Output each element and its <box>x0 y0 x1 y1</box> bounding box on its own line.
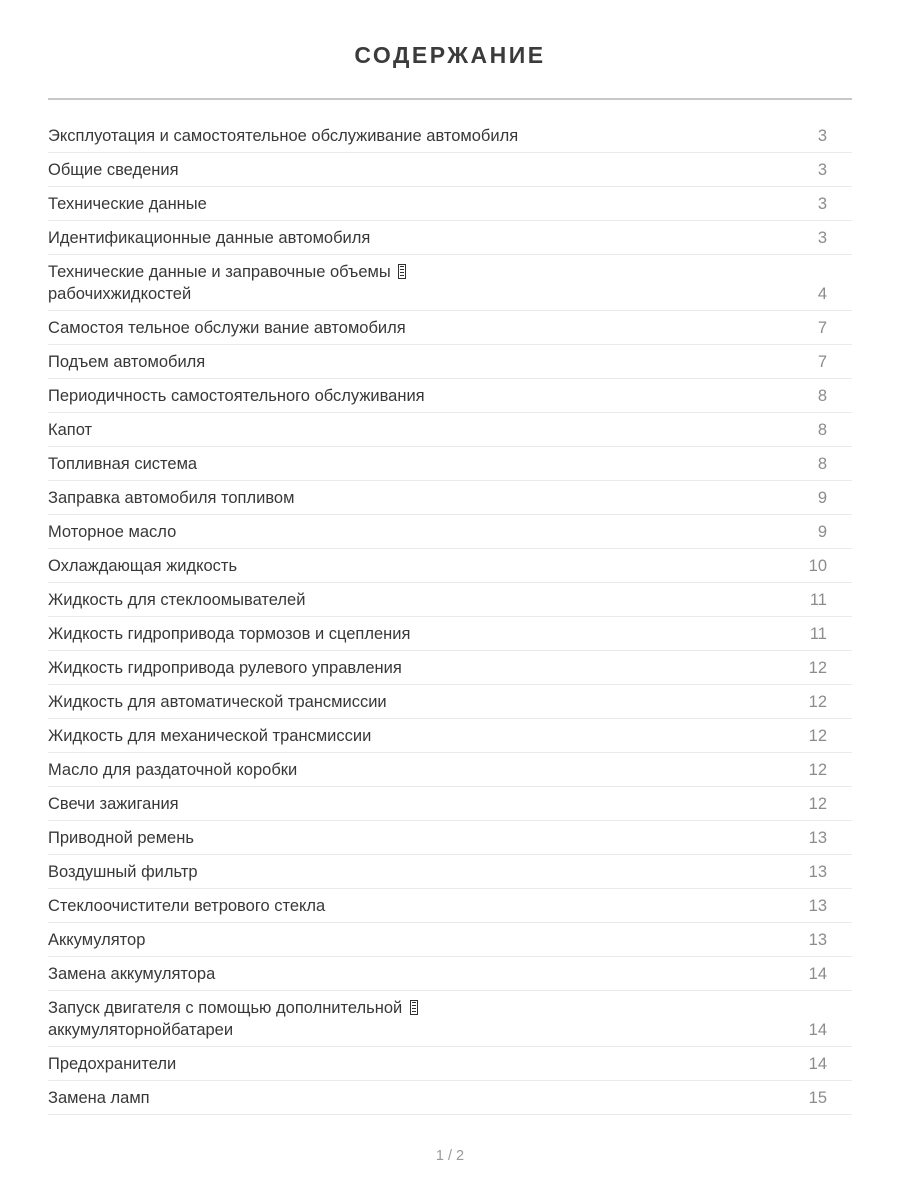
toc-item-page: 9 <box>817 489 827 507</box>
toc-item[interactable] <box>48 311 852 345</box>
toc-item[interactable] <box>48 855 852 889</box>
toc-item[interactable] <box>48 221 852 255</box>
toc-item-page: 13 <box>808 863 827 881</box>
toc-item[interactable] <box>48 119 852 153</box>
toc-item-label: Топливная система <box>48 455 198 473</box>
toc-item-label: Общие сведения <box>48 161 179 179</box>
toc-item-label: Охлаждающая жидкость <box>48 557 238 575</box>
toc-item[interactable] <box>48 515 852 549</box>
toc-item-page: 14 <box>808 1021 827 1039</box>
toc-item-page: 8 <box>817 387 827 405</box>
toc-item[interactable] <box>48 549 852 583</box>
missing-glyph-box <box>398 264 406 279</box>
toc-item[interactable] <box>48 583 852 617</box>
toc-item-page: 3 <box>817 229 827 247</box>
toc-item-label: Аккумулятор <box>48 931 146 949</box>
toc-item-page: 14 <box>808 1055 827 1073</box>
toc-item[interactable] <box>48 153 852 187</box>
toc-item-label: Технические данные и заправочные объемы рабочихжидкостей <box>48 261 426 305</box>
toc-item-label: Идентификационные данные автомобиля <box>48 229 371 247</box>
toc-item[interactable] <box>48 991 852 1047</box>
toc-item[interactable] <box>48 481 852 515</box>
toc-item-label: Стеклоочистители ветрового стекла <box>48 897 326 915</box>
toc-item[interactable] <box>48 447 852 481</box>
toc-item-page: 13 <box>808 931 827 949</box>
toc-item-page: 12 <box>808 693 827 711</box>
toc-item-label: Жидкость гидропривода рулевого управления <box>48 659 402 677</box>
toc-item-label: Подъем автомобиля <box>48 353 206 371</box>
toc-item[interactable] <box>48 719 852 753</box>
toc-item-label: Жидкость для механической трансмиссии <box>48 727 372 745</box>
toc-item-page: 12 <box>808 761 827 779</box>
toc-item-page: 3 <box>817 195 827 213</box>
toc-item-label: Приводной ремень <box>48 829 194 847</box>
toc-item-label: Моторное масло <box>48 523 177 541</box>
toc-list <box>48 119 852 1115</box>
toc-item-label: Самостоя тельное обслужи вание автомобиля <box>48 319 406 337</box>
toc-item-page: 7 <box>817 319 827 337</box>
toc-item-label: Жидкость для стеклоомывателей <box>48 591 306 609</box>
toc-item[interactable] <box>48 685 852 719</box>
toc-item[interactable] <box>48 1047 852 1081</box>
toc-item-page: 4 <box>817 285 827 303</box>
toc-item[interactable] <box>48 753 852 787</box>
toc-item-page: 10 <box>808 557 827 575</box>
title-divider <box>48 98 852 100</box>
toc-item-label: Заправка автомобиля топливом <box>48 489 295 507</box>
toc-item-page: 8 <box>817 455 827 473</box>
toc-item-page: 12 <box>808 659 827 677</box>
toc-item-label: Периодичность самостоятельного обслуживания <box>48 387 425 405</box>
toc-item-page: 15 <box>808 1089 827 1107</box>
toc-item-page: 12 <box>808 795 827 813</box>
toc-item-label: Капот <box>48 421 93 439</box>
toc-item-page: 8 <box>817 421 827 439</box>
toc-item[interactable] <box>48 187 852 221</box>
toc-item-page: 7 <box>817 353 827 371</box>
toc-item-label: Жидкость гидропривода тормозов и сцепления <box>48 625 411 643</box>
toc-item-label: Свечи зажигания <box>48 795 179 813</box>
toc-item-page: 14 <box>808 965 827 983</box>
missing-glyph-box <box>410 1000 418 1015</box>
toc-item-label: Технические данные <box>48 195 207 213</box>
toc-item-label: Запуск двигателя с помощью дополнительной аккумуляторнойбатареи <box>48 997 438 1041</box>
page-title: СОДЕРЖАНИЕ <box>354 42 546 68</box>
page-indicator: 1 / 2 <box>435 1148 465 1164</box>
toc-item[interactable] <box>48 787 852 821</box>
toc-item-label: Предохранители <box>48 1055 177 1073</box>
toc-item-page: 11 <box>809 625 827 643</box>
toc-item-label: Масло для раздаточной коробки <box>48 761 298 779</box>
toc-item-page: 11 <box>809 591 827 609</box>
toc-item-page: 9 <box>817 523 827 541</box>
toc-item[interactable] <box>48 889 852 923</box>
toc-item-label: Замена аккумулятора <box>48 965 216 983</box>
toc-item-page: 13 <box>808 829 827 847</box>
toc-item-label: Эксплуотация и самостоятельное обслуживание автомобиля <box>48 127 519 145</box>
toc-item[interactable] <box>48 923 852 957</box>
toc-item[interactable] <box>48 379 852 413</box>
toc-item-page: 3 <box>817 161 827 179</box>
toc-item[interactable] <box>48 617 852 651</box>
toc-item-page: 13 <box>808 897 827 915</box>
toc-item[interactable] <box>48 345 852 379</box>
toc-item-page: 12 <box>808 727 827 745</box>
toc-item[interactable] <box>48 651 852 685</box>
toc-item[interactable] <box>48 413 852 447</box>
toc-item-label: Жидкость для автоматической трансмиссии <box>48 693 387 711</box>
toc-item-label: Замена ламп <box>48 1089 150 1107</box>
toc-item-label: Воздушный фильтр <box>48 863 198 881</box>
toc-item[interactable] <box>48 255 852 311</box>
toc-item[interactable] <box>48 821 852 855</box>
toc-item-page: 3 <box>817 127 827 145</box>
toc-item[interactable] <box>48 1081 852 1115</box>
toc-item[interactable] <box>48 957 852 991</box>
